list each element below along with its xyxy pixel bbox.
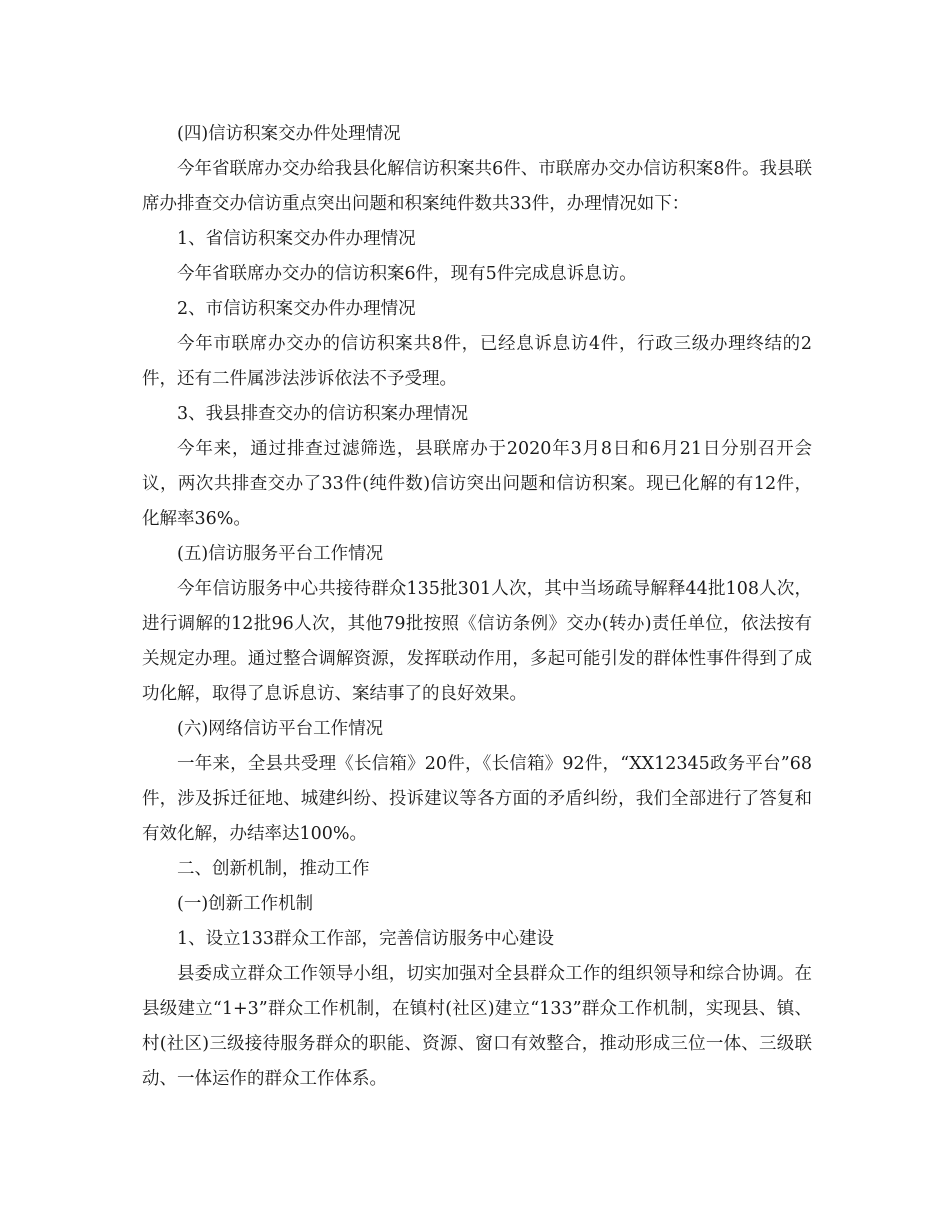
subheading: 2、市信访积案交办件办理情况 — [177, 299, 416, 319]
subheading: 1、省信访积案交办件办理情况 — [177, 229, 416, 249]
subheading: 3、我县排查交办的信访积案办理情况 — [177, 404, 469, 424]
paragraph: 今年省联席办交办给我县化解信访积案共6件、市联席办交办信访积案8件。我县联席办排查交办信访重点突出问题和积案纯件数共33件，办理情况如下： — [142, 159, 812, 214]
subheading: 1、设立133群众工作部，完善信访服务中心建设 — [177, 929, 555, 949]
heading-section-6: (六)网络信访平台工作情况 — [177, 719, 384, 739]
paragraph: 今年省联席办交办的信访积案6件，现有5件完成息诉息访。 — [177, 264, 637, 284]
heading-section-4: (四)信访积案交办件处理情况 — [177, 124, 401, 144]
paragraph: 县委成立群众工作领导小组，切实加强对全县群众工作的组织领导和综合协调。在县级建立“1+3”群众工作机制，在镇村(社区)建立“133”群众工作机制，实现县、镇、村(社区)三级接待服务群众的职能、资源、窗口有效整合，推动形成三位一体、三级联动、一体运作的群众工作体系。 — [142, 964, 812, 1089]
paragraph: 一年来，全县共受理《长信箱》20件，《长信箱》92件，“XX12345政务平台”68件，涉及拆迁征地、城建纠纷、投诉建议等各方面的矛盾纠纷，我们全部进行了答复和有效化解，办结率达100%。 — [142, 754, 812, 844]
paragraph: 今年来，通过排查过滤筛选，县联席办于2020年3月8日和6月21日分别召开会议，两次共排查交办了33件(纯件数)信访突出问题和信访积案。现已化解的有12件，化解率36%。 — [142, 439, 812, 529]
heading-section-5: (五)信访服务平台工作情况 — [177, 544, 384, 564]
paragraph: 今年市联席办交办的信访积案共8件，已经息诉息访4件，行政三级办理终结的2件，还有二件属涉法涉诉依法不予受理。 — [142, 334, 812, 389]
heading-part-2: 二、创新机制，推动工作 — [177, 859, 370, 879]
paragraph: 今年信访服务中心共接待群众135批301人次，其中当场疏导解释44批108人次，进行调解的12批96人次，其他79批按照《信访条例》交办(转办)责任单位，依法按有关规定办理。通过整合调解资源，发挥联动作用，多起可能引发的群体性事件得到了成功化解，取得了息诉息访、案结事了的良好效果。 — [142, 579, 812, 704]
heading-subsection-1: (一)创新工作机制 — [177, 894, 314, 914]
